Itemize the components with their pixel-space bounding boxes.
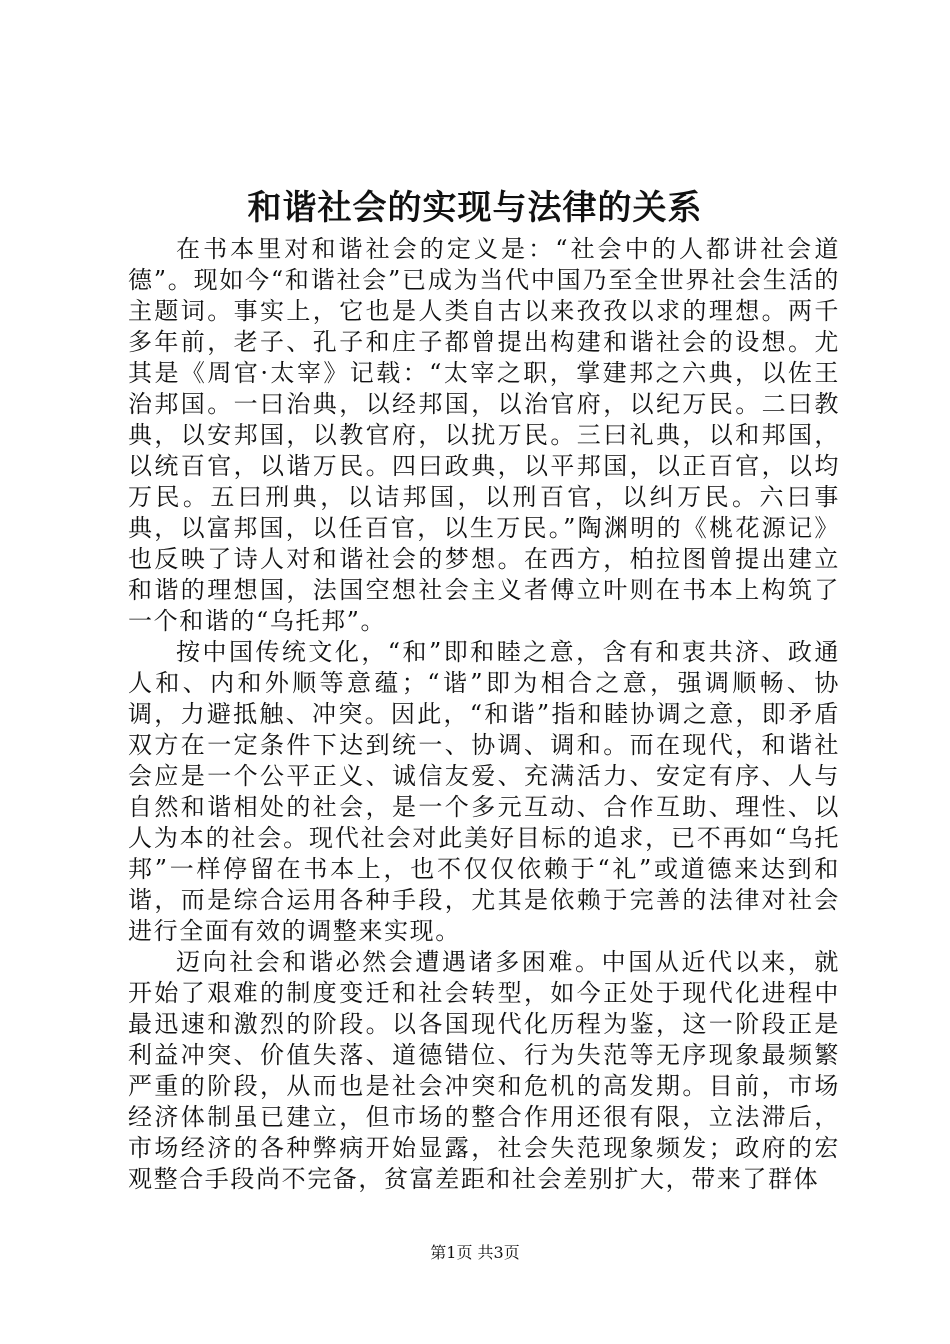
document-body xyxy=(128,234,840,1195)
paragraph-2: 按中国传统文化，“和”即和睦之意，含有和衷共济、政通人和、内和外顺等意蕴；“谐”即为相合之意，强调顺畅、协调，力避抵触、冲突。因此，“和谐”指和睦协调之意，即矛盾双方在一定条件下达到统一、协调、调和。而在现代，和谐社会应是一个公平正义、诚信友爱、充满活力、安定有序、人与自然和谐相处的社会，是一个多元互动、合作互助、理性、以人为本的社会。现代社会对此美好目标的追求，已不再如“乌托邦”一样停留在书本上，也不仅仅依赖于“礼”或道德来达到和谐，而是综合运用各种手段，尤其是依赖于完善的法律对社会进行全面有效的调整来实现。 xyxy=(128,638,840,945)
paragraph-1: 在书本里对和谐社会的定义是：“社会中的人都讲社会道德”。现如今“和谐社会”已成为当代中国乃至全世界社会生活的主题词。事实上，它也是人类自古以来孜孜以求的理想。两千多年前，老子、孔子和庄子都曾提出构建和谐社会的设想。尤其是《周官·太宰》记载：“太宰之职，掌建邦之六典，以佐王治邦国。一曰治典，以经邦国，以治官府，以纪万民。二曰教典，以安邦国，以教官府，以扰万民。三曰礼典，以和邦国，以统百官，以谐万民。四曰政典，以平邦国，以正百官，以均万民。五曰刑典，以诘邦国，以刑百官，以纠万民。六曰事典，以富邦国，以任百官，以生万民。”陶渊明的《桃花源记》也反映了诗人对和谐社会的梦想。在西方，柏拉图曾提出建立和谐的理想国，法国空想社会主义者傅立叶则在书本上构筑了一个和谐的“乌托邦”。 xyxy=(128,235,840,635)
paragraph-3: 迈向社会和谐必然会遭遇诸多困难。中国从近代以来，就开始了艰难的制度变迁和社会转型，如今正处于现代化进程中最迅速和激烈的阶段。以各国现代化历程为鉴，这一阶段正是利益冲突、价值失落、道德错位、行为失范等无序现象最频繁严重的阶段，从而也是社会冲突和危机的高发期。目前，市场经济体制虽已建立，但市场的整合作用还很有限，立法滞后，市场经济的各种弊病开始显露，社会失范现象频发；政府的宏观整合手段尚不完备，贫富差距和社会差别扩大，带来了群体 xyxy=(128,948,840,1193)
document-title: 和谐社会的实现与法律的关系 xyxy=(247,188,703,228)
page-number-footer: 第1页 共3页 xyxy=(430,1243,520,1262)
